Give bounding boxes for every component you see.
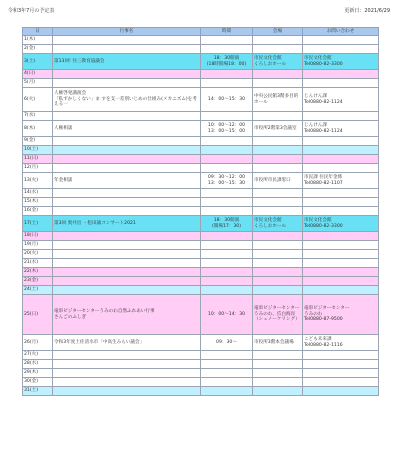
contact-cell	[303, 164, 379, 173]
date-cell: 14(水)	[23, 189, 53, 198]
contact-cell	[303, 36, 379, 45]
date-cell: 30(金)	[23, 378, 53, 387]
time-cell	[201, 369, 253, 378]
venue-cell: 中央公民館3階多目的ホール	[253, 88, 303, 112]
contact-cell: 市民文化会館 Tel0880-82-3300	[303, 54, 379, 70]
date-cell: 27(火)	[23, 351, 53, 360]
contact-cell	[303, 241, 379, 250]
contact-cell	[303, 155, 379, 164]
contact-cell	[303, 351, 379, 360]
contact-cell	[303, 137, 379, 146]
venue-cell	[253, 189, 303, 198]
event-cell	[53, 351, 201, 360]
event-cell	[53, 286, 201, 295]
date-cell: 26(月)	[23, 335, 53, 351]
time-cell	[201, 259, 253, 268]
event-cell	[53, 189, 201, 198]
venue-cell	[253, 259, 303, 268]
event-cell: 年金相談	[53, 173, 201, 189]
event-cell	[53, 369, 201, 378]
time-cell	[201, 378, 253, 387]
event-cell	[53, 137, 201, 146]
time-cell	[201, 360, 253, 369]
table-row	[23, 164, 379, 173]
time-cell	[201, 189, 253, 198]
venue-cell: 市民文化会館 くろしおホール	[253, 216, 303, 232]
venue-cell	[253, 36, 303, 45]
event-cell	[53, 378, 201, 387]
venue-cell	[253, 155, 303, 164]
contact-cell	[303, 232, 379, 241]
time-cell	[201, 241, 253, 250]
venue-cell	[253, 45, 303, 54]
column-header-time: 時間	[201, 28, 253, 36]
date-cell: 10(土)	[23, 146, 53, 155]
date-cell: 5(月)	[23, 79, 53, 88]
time-cell	[201, 164, 253, 173]
table-row	[23, 54, 379, 70]
time-cell	[201, 112, 253, 121]
date-cell: 20(火)	[23, 250, 53, 259]
contact-cell	[303, 387, 379, 396]
table-row	[23, 207, 379, 216]
time-cell: 09：30～12：00 13：00～15：30	[201, 173, 253, 189]
event-cell: 人権相談	[53, 121, 201, 137]
date-cell: 16(金)	[23, 207, 53, 216]
date-cell: 18(日)	[23, 232, 53, 241]
table-row	[23, 351, 379, 360]
event-cell: 竜串ビジターセンターうみのわ自然ふれあい行事 さんごのふしぎ	[53, 295, 201, 335]
event-cell	[53, 241, 201, 250]
table-row	[23, 137, 379, 146]
contact-cell: じんけん課 Tel0880-82-1124	[303, 88, 379, 112]
event-cell: 人権啓発講演会 「私ずかしくない」ま すを支一差別いじめの仕組み(メカニズム)を考える一	[53, 88, 201, 112]
time-cell	[201, 207, 253, 216]
time-cell	[201, 250, 253, 259]
date-cell: 17(土)	[23, 216, 53, 232]
venue-cell	[253, 277, 303, 286]
time-cell	[201, 268, 253, 277]
date-cell: 28(水)	[23, 360, 53, 369]
event-cell	[53, 36, 201, 45]
time-cell	[201, 198, 253, 207]
contact-cell: 市民文化会館 Tel0880-82-3300	[303, 216, 379, 232]
date-cell: 2(金)	[23, 45, 53, 54]
time-cell	[201, 387, 253, 396]
table-row	[23, 155, 379, 164]
date-cell: 25(日)	[23, 295, 53, 335]
contact-cell	[303, 250, 379, 259]
table-row	[23, 295, 379, 335]
page-title: 令和3年7月の予定表	[8, 8, 55, 14]
event-cell	[53, 207, 201, 216]
date-cell: 21(水)	[23, 259, 53, 268]
venue-cell: 市役所3階本会議場	[253, 335, 303, 351]
time-cell	[201, 277, 253, 286]
date-cell: 24(土)	[23, 286, 53, 295]
event-cell: 第13回! 住三教育協議会	[53, 54, 201, 70]
event-cell	[53, 112, 201, 121]
table-row	[23, 198, 379, 207]
venue-cell: 市役所2階第3会議室	[253, 121, 303, 137]
time-cell	[201, 79, 253, 88]
contact-cell	[303, 360, 379, 369]
time-cell: 18：30開演 (開場17：30)	[201, 216, 253, 232]
time-cell	[201, 36, 253, 45]
venue-cell	[253, 137, 303, 146]
date-cell: 15(木)	[23, 198, 53, 207]
contact-cell	[303, 112, 379, 121]
date-cell: 13(火)	[23, 173, 53, 189]
time-cell	[201, 45, 253, 54]
venue-cell	[253, 360, 303, 369]
event-cell	[53, 70, 201, 79]
contact-cell	[303, 378, 379, 387]
venue-cell	[253, 378, 303, 387]
date-cell: 22(木)	[23, 268, 53, 277]
date-cell: 1(木)	[23, 36, 53, 45]
time-cell: 09：30～	[201, 335, 253, 351]
venue-cell	[253, 79, 303, 88]
event-cell	[53, 259, 201, 268]
event-cell	[53, 155, 201, 164]
table-row	[23, 259, 379, 268]
table-row	[23, 88, 379, 112]
table-row	[23, 277, 379, 286]
venue-cell: 竜串ビジターセンターうみのわ、爪白海岸（シュノーケリング）	[253, 295, 303, 335]
table-row	[23, 335, 379, 351]
date-cell: 8(木)	[23, 121, 53, 137]
table-row	[23, 36, 379, 45]
table-row	[23, 79, 379, 88]
event-cell	[53, 45, 201, 54]
contact-cell	[303, 259, 379, 268]
date-cell: 4(日)	[23, 70, 53, 79]
contact-cell	[303, 369, 379, 378]
date-cell: 3(土)	[23, 54, 53, 70]
table-row	[23, 286, 379, 295]
date-cell: 6(火)	[23, 88, 53, 112]
contact-cell	[303, 207, 379, 216]
event-cell: 令和3年度土佐清水市「中高生みらい議会」	[53, 335, 201, 351]
time-cell	[201, 351, 253, 360]
contact-cell: こども未来課 Tel0880-82-1116	[303, 335, 379, 351]
time-cell	[201, 286, 253, 295]
time-cell: 18：30開演 (18時開場18：00)	[201, 54, 253, 70]
venue-cell	[253, 286, 303, 295]
date-cell: 12(月)	[23, 164, 53, 173]
table-row	[23, 232, 379, 241]
column-header-contact: お問い合わせ	[303, 28, 379, 36]
column-header-venue: 会場	[253, 28, 303, 36]
event-cell	[53, 232, 201, 241]
contact-cell	[303, 79, 379, 88]
event-cell: 第3回 奥井出 ・松田誠コンサート2021	[53, 216, 201, 232]
venue-cell	[253, 164, 303, 173]
contact-cell: じんけん課 Tel0880-82-1124	[303, 121, 379, 137]
table-header-row	[23, 28, 379, 36]
event-cell	[53, 164, 201, 173]
venue-cell	[253, 387, 303, 396]
event-cell	[53, 198, 201, 207]
venue-cell	[253, 70, 303, 79]
contact-cell	[303, 70, 379, 79]
contact-cell	[303, 189, 379, 198]
date-cell: 11(日)	[23, 155, 53, 164]
venue-cell	[253, 268, 303, 277]
event-cell	[53, 268, 201, 277]
table-row	[23, 378, 379, 387]
time-cell	[201, 155, 253, 164]
table-row	[23, 369, 379, 378]
contact-cell	[303, 198, 379, 207]
contact-cell	[303, 268, 379, 277]
table-row	[23, 146, 379, 155]
updated-date: 更新日：2021/6/29	[344, 8, 390, 14]
column-header-date: 日	[23, 28, 53, 36]
venue-cell: 市民文化会館 くろしおホール	[253, 54, 303, 70]
venue-cell	[253, 250, 303, 259]
venue-cell: 市役所市民課窓口	[253, 173, 303, 189]
date-cell: 9(金)	[23, 137, 53, 146]
contact-cell	[303, 45, 379, 54]
venue-cell	[253, 146, 303, 155]
time-cell	[201, 70, 253, 79]
date-cell: 31(土)	[23, 387, 53, 396]
table-row	[23, 250, 379, 259]
contact-cell: 竜串ビジターセンター うみのわ Tel0880-87-9500	[303, 295, 379, 335]
contact-cell	[303, 277, 379, 286]
venue-cell	[253, 198, 303, 207]
contact-cell: 市民課 住民年金係 Tel0880-82-1107	[303, 173, 379, 189]
venue-cell	[253, 207, 303, 216]
venue-cell	[253, 232, 303, 241]
table-body	[23, 36, 379, 396]
event-cell	[53, 360, 201, 369]
venue-cell	[253, 369, 303, 378]
time-cell	[201, 137, 253, 146]
table-row	[23, 241, 379, 250]
table-row	[23, 45, 379, 54]
event-cell	[53, 277, 201, 286]
table-row	[23, 189, 379, 198]
schedule-table	[22, 27, 379, 396]
time-cell	[201, 146, 253, 155]
event-cell	[53, 387, 201, 396]
table-row	[23, 268, 379, 277]
time-cell: 14：00～15：30	[201, 88, 253, 112]
venue-cell	[253, 112, 303, 121]
table-row	[23, 173, 379, 189]
contact-cell	[303, 146, 379, 155]
table-row	[23, 121, 379, 137]
venue-cell	[253, 241, 303, 250]
event-cell	[53, 79, 201, 88]
contact-cell	[303, 286, 379, 295]
table-row	[23, 70, 379, 79]
table-row	[23, 112, 379, 121]
table-row	[23, 387, 379, 396]
table-row	[23, 216, 379, 232]
date-cell: 7(水)	[23, 112, 53, 121]
date-cell: 29(木)	[23, 369, 53, 378]
date-cell: 23(金)	[23, 277, 53, 286]
time-cell: 10：00～12：00 13：00～15：00	[201, 121, 253, 137]
venue-cell	[253, 351, 303, 360]
page-header	[6, 4, 394, 18]
date-cell: 19(月)	[23, 241, 53, 250]
column-header-event: 行事名	[53, 28, 201, 36]
time-cell	[201, 232, 253, 241]
table-row	[23, 360, 379, 369]
event-cell	[53, 250, 201, 259]
event-cell	[53, 146, 201, 155]
time-cell: 10：00～14：30	[201, 295, 253, 335]
